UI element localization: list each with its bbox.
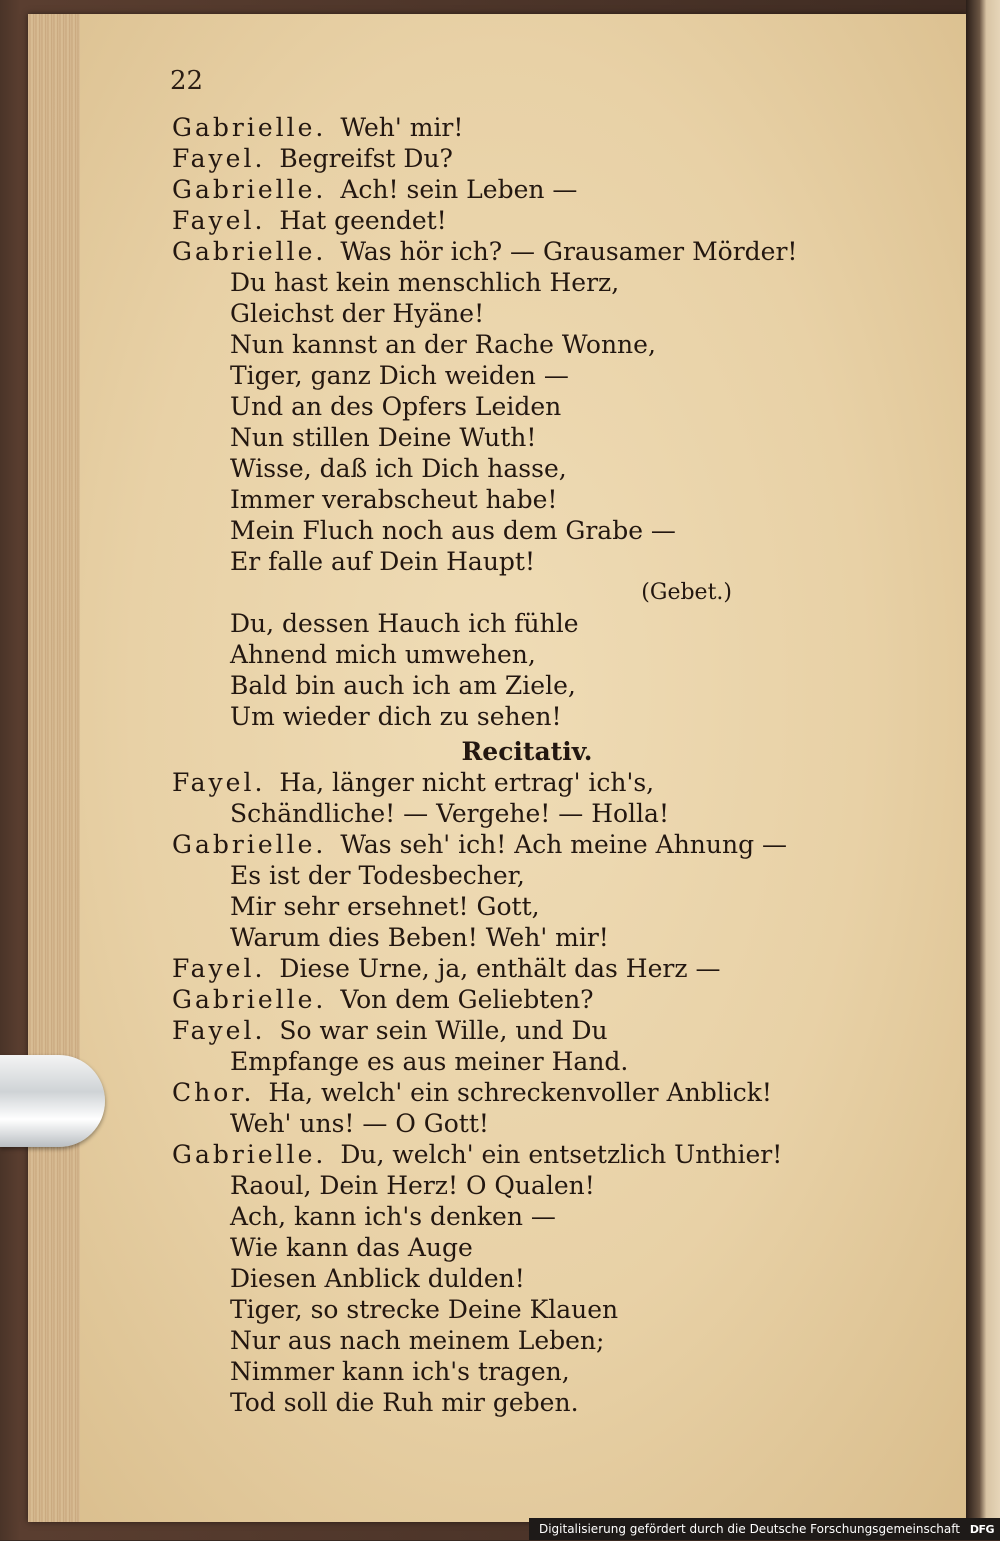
verse-line: Tod soll die Ruh mir geben.: [230, 1388, 579, 1417]
speech-line: [172, 767, 792, 798]
verse-line: Empfange es aus meiner Hand.: [230, 1047, 629, 1076]
verse-line: Warum dies Beben! Weh' mir!: [230, 923, 609, 952]
speech-line: [172, 143, 792, 174]
verse-line: Um wieder dich zu sehen!: [230, 702, 562, 731]
verse-line: Tiger, ganz Dich weiden —: [230, 361, 569, 390]
verse-line: Wie kann das Auge: [230, 1233, 473, 1262]
speaker-name: Fayel.: [172, 206, 266, 235]
speaker-name: Fayel.: [172, 144, 266, 173]
verse-line: Er falle auf Dein Haupt!: [230, 547, 536, 576]
verse-line: Bald bin auch ich am Ziele,: [230, 671, 576, 700]
verse-line: Du, dessen Hauch ich fühle: [230, 609, 579, 638]
verse-line: Nur aus nach meinem Leben;: [230, 1326, 605, 1355]
libretto-text: [172, 112, 798, 1418]
verse-line: Wisse, daß ich Dich hasse,: [230, 454, 567, 483]
verse-line: Immer verabscheut habe!: [230, 485, 558, 514]
verse-line: Es ist der Todesbecher,: [230, 861, 525, 890]
verse-line: Ahnend mich umwehen,: [230, 640, 536, 669]
speaker-name: Fayel.: [172, 768, 266, 797]
verse-line: Gleichst der Hyäne!: [230, 299, 485, 328]
speaker-name: Fayel.: [172, 954, 266, 983]
speaker-name: Gabrielle.: [172, 237, 327, 266]
speech-line: [172, 236, 798, 267]
speaker-name: Gabrielle.: [172, 1140, 327, 1169]
speaker-name: Gabrielle.: [172, 175, 327, 204]
verse-line: Mir sehr ersehnet! Gott,: [230, 892, 540, 921]
next-page-edge: [966, 0, 1000, 1540]
speech-line: [172, 984, 792, 1015]
line-text: Begreifst Du?: [279, 144, 453, 173]
verse-line: Und an des Opfers Leiden: [230, 392, 562, 421]
footer-credit: Digitalisierung gefördert durch die Deutsche Forschungsgemeinschaft: [538, 1522, 960, 1536]
verse-line: Du hast kein menschlich Herz,: [230, 268, 620, 297]
speaker-name: Gabrielle.: [172, 113, 327, 142]
line-text: Ha, welch' ein schreckenvoller Anblick!: [268, 1078, 772, 1107]
line-text: Ach! sein Leben —: [340, 175, 578, 204]
verse-line: Tiger, so strecke Deine Klauen: [230, 1295, 619, 1324]
verse-line: Diesen Anblick dulden!: [230, 1264, 525, 1293]
page-edges: [28, 14, 80, 1522]
verse-line: Nimmer kann ich's tragen,: [230, 1357, 570, 1386]
line-text: Du, welch' ein entsetzlich Unthier!: [340, 1140, 783, 1169]
show-through-text: [770, 115, 970, 1375]
line-text: So war sein Wille, und Du: [279, 1016, 608, 1045]
speech-line: [172, 174, 792, 205]
line-text: Was hör ich? — Grausamer Mörder!: [340, 237, 798, 266]
verse-line: Weh' uns! — O Gott!: [230, 1109, 489, 1138]
speech-line: [172, 112, 792, 143]
stage-direction: (Gebet.): [641, 580, 732, 605]
speaker-name: Fayel.: [172, 1016, 266, 1045]
speech-line: [172, 953, 792, 984]
speech-line: [172, 1015, 792, 1046]
verse-line: Nun stillen Deine Wuth!: [230, 423, 537, 452]
dfg-logo: DFG: [969, 1523, 994, 1536]
verse-line: Schändliche! — Vergehe! — Holla!: [230, 799, 670, 828]
speaker-name: Gabrielle.: [172, 830, 327, 859]
section-heading: Recitativ.: [461, 737, 593, 766]
speech-line: [172, 1139, 792, 1170]
line-text: Weh' mir!: [340, 113, 464, 142]
line-text: Diese Urne, ja, enthält das Herz —: [279, 954, 721, 983]
speech-line: [172, 205, 792, 236]
speaker-name: Gabrielle.: [172, 985, 327, 1014]
line-text: Was seh' ich! Ach meine Ahnung —: [340, 830, 788, 859]
speech-line: [172, 1077, 792, 1108]
footer-credit-bar: [529, 1518, 1000, 1540]
page-number: 22: [170, 66, 204, 96]
speaker-name: Chor.: [172, 1078, 255, 1107]
verse-line: Ach, kann ich's denken —: [230, 1202, 556, 1231]
verse-line: Mein Fluch noch aus dem Grabe —: [230, 516, 676, 545]
page-clip: [0, 1055, 105, 1147]
verse-line: Nun kannst an der Rache Wonne,: [230, 330, 656, 359]
line-text: Ha, länger nicht ertrag' ich's,: [279, 768, 655, 797]
verse-line: Raoul, Dein Herz! O Qualen!: [230, 1171, 595, 1200]
speech-line: [172, 829, 792, 860]
line-text: Hat geendet!: [279, 206, 447, 235]
line-text: Von dem Geliebten?: [340, 985, 594, 1014]
